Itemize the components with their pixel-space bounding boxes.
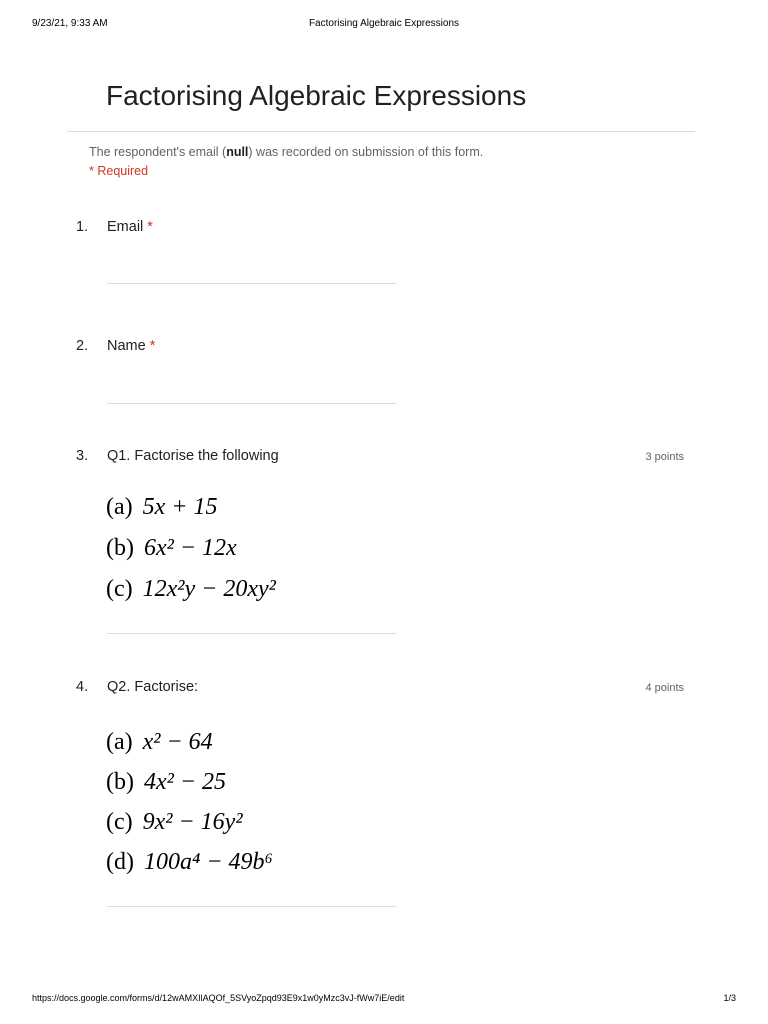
question-number-4: 4. <box>76 679 89 695</box>
q1-answer-field[interactable] <box>107 633 396 634</box>
print-header <box>32 18 736 32</box>
email-note-null: null <box>226 145 249 159</box>
question-label-q2: Q2. Factorise: <box>107 679 199 695</box>
q1-expr-b: 6x² − 12x <box>143 535 237 561</box>
q2-part-label-c: (c) <box>106 809 133 835</box>
q1-expression-c <box>106 569 276 610</box>
q2-expr-b: 4x² − 25 <box>143 769 227 795</box>
q2-part-label-b: (b) <box>106 769 134 795</box>
q1-part-label-c: (c) <box>106 576 133 602</box>
q2-expression-d <box>106 842 273 882</box>
required-star: * <box>147 219 153 235</box>
q2-expr-a: x² − 64 <box>142 729 213 755</box>
q2-expr-c: 9x² − 16y² <box>142 809 243 835</box>
q2-expression-b <box>106 762 273 802</box>
email-note-before: The respondent's email ( <box>89 145 227 159</box>
q1-expression-a <box>106 487 276 528</box>
required-star: * <box>149 338 156 354</box>
question-label-name-text: Name <box>107 338 146 354</box>
question-points-q1: 3 points <box>645 451 684 463</box>
q1-part-label-a: (a) <box>106 494 133 520</box>
q1-expr-a: 5x + 15 <box>142 494 218 520</box>
q2-part-label-a: (a) <box>106 729 133 755</box>
q2-part-label-d: (d) <box>106 849 134 875</box>
question-number-3: 3. <box>76 448 89 464</box>
question-label-q1: Q1. Factorise the following <box>107 448 279 464</box>
q1-part-label-b: (b) <box>106 535 134 561</box>
question-label-email <box>107 219 153 235</box>
q2-expr-d: 100a⁴ − 49b⁶ <box>143 849 273 875</box>
q1-expressions-image <box>106 487 276 610</box>
email-answer-field[interactable] <box>107 283 396 284</box>
q2-expression-a <box>106 722 273 762</box>
question-points-q2: 4 points <box>645 682 684 694</box>
question-label-email-text: Email <box>107 219 144 235</box>
print-url: https://docs.google.com/forms/d/12wAMXIlAQOf_5SVyoZpqd93E9x1w0yMzc3vJ-fWw7iE/edit <box>32 993 405 1003</box>
title-divider <box>67 131 695 132</box>
q1-expr-c: 12x²y − 20xy² <box>142 576 276 602</box>
q1-expression-b <box>106 528 276 569</box>
question-number-2: 2. <box>76 338 89 354</box>
print-title: Factorising Algebraic Expressions <box>308 18 460 29</box>
q2-answer-field[interactable] <box>107 906 396 907</box>
name-answer-field[interactable] <box>107 403 396 404</box>
form-title: Factorising Algebraic Expressions <box>106 80 527 111</box>
question-number-1: 1. <box>76 219 89 235</box>
q2-expression-c <box>106 802 273 842</box>
page-number: 1/3 <box>723 993 736 1003</box>
email-recorded-note <box>89 145 483 159</box>
question-label-name <box>107 338 155 354</box>
email-note-after: ) was recorded on submission of this form. <box>248 145 484 159</box>
q2-expressions-image <box>106 722 273 882</box>
required-note: * Required <box>89 164 149 178</box>
print-date: 9/23/21, 9:33 AM <box>32 18 108 29</box>
